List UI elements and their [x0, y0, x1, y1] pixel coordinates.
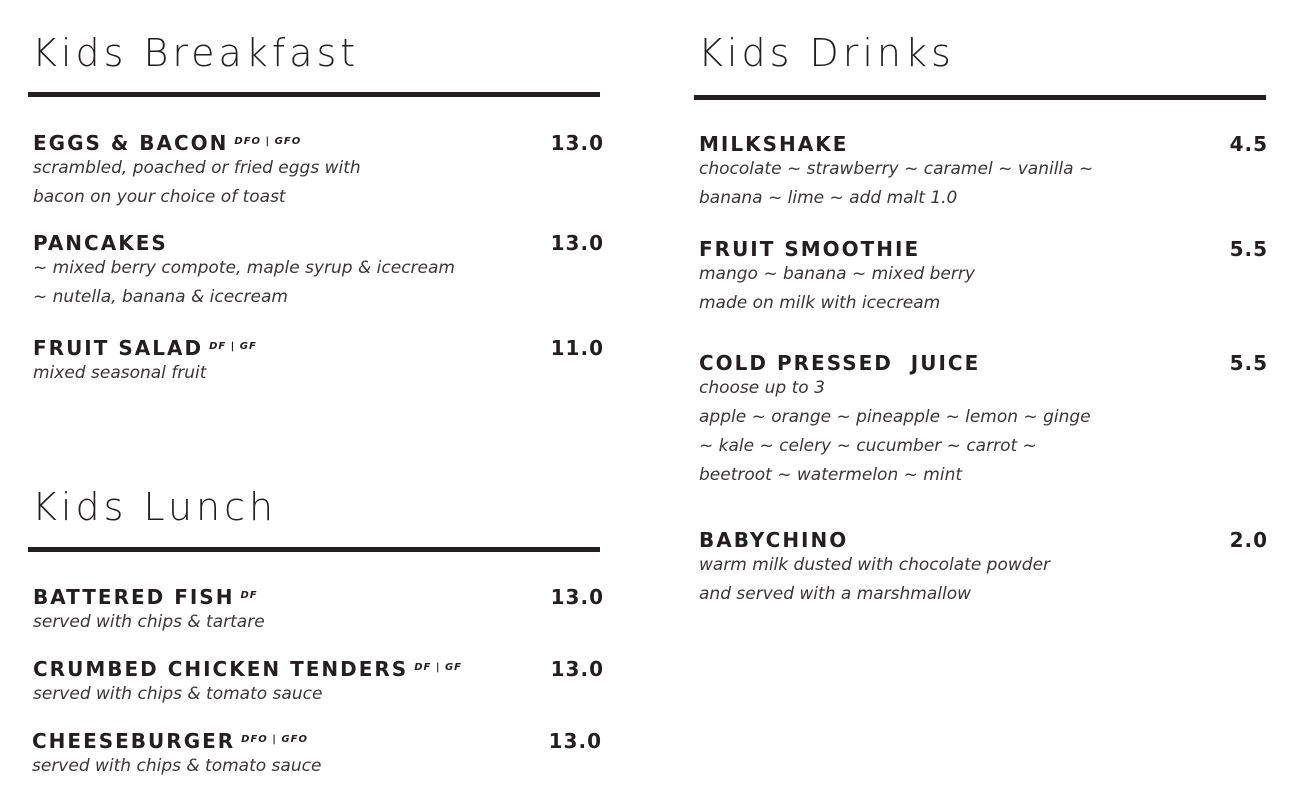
- section-kids-drinks: [694, 0, 1274, 640]
- section-title-drinks: Kids Drinks: [698, 31, 955, 75]
- menu-item-babychino: [699, 527, 1268, 611]
- menu-item-price: 2.0: [1229, 528, 1268, 552]
- menu-item-header: [33, 130, 604, 156]
- section-divider: [28, 92, 600, 97]
- menu-item-pancakes: [33, 230, 604, 314]
- menu-item-description: apple ~ orange ~ pineapple ~ lemon ~ ginge: [699, 407, 1091, 427]
- menu-item-fruit-salad: [33, 335, 604, 390]
- menu-item-crumbed-chicken-tenders: [33, 656, 604, 711]
- menu-item-description: served with chips & tartare: [33, 612, 265, 632]
- section-divider: [28, 547, 600, 552]
- menu-item-header: [699, 131, 1268, 157]
- menu-item-description: bacon on your choice of toast: [33, 187, 286, 207]
- dietary-tag: DFO | GFO: [234, 136, 302, 147]
- menu-item-name: FRUIT SALAD: [33, 336, 204, 360]
- menu-item-milkshake: [699, 131, 1268, 215]
- menu-item-description: and served with a marshmallow: [699, 584, 972, 604]
- section-kids-lunch: [28, 454, 604, 794]
- menu-item-fruit-smoothie: [699, 236, 1268, 320]
- menu-item-price: 11.0: [550, 336, 604, 360]
- menu-item-description: made on milk with icecream: [699, 293, 941, 313]
- menu-item-header: [32, 728, 602, 754]
- menu-item-description: served with chips & tomato sauce: [33, 684, 323, 704]
- menu-item-cheeseburger: [32, 728, 602, 783]
- menu-item-price: 13.0: [550, 231, 604, 255]
- menu-item-description: mixed seasonal fruit: [33, 363, 207, 383]
- menu-item-description: choose up to 3: [699, 378, 825, 398]
- menu-item-cold-pressed-juice: [699, 350, 1268, 492]
- menu-item-description: mango ~ banana ~ mixed berry: [699, 264, 975, 284]
- menu-item-description: ~ mixed berry compote, maple syrup & icecream: [33, 258, 455, 278]
- menu-item-header: [33, 230, 604, 256]
- section-kids-breakfast: [28, 0, 604, 400]
- menu-item-description: warm milk dusted with chocolate powder: [699, 555, 1051, 575]
- dietary-tag: DF | GF: [414, 662, 462, 673]
- menu-item-header: [33, 584, 604, 610]
- menu-item-eggs-bacon: [33, 130, 604, 214]
- menu-item-header: [699, 236, 1268, 262]
- menu-item-battered-fish: [33, 584, 604, 639]
- menu-item-price: 4.5: [1229, 132, 1268, 156]
- menu-item-header: [33, 335, 604, 361]
- menu-item-name: MILKSHAKE: [699, 132, 849, 156]
- menu-item-description: scrambled, poached or fried eggs with: [33, 158, 361, 178]
- menu-item-price: 5.5: [1229, 351, 1268, 375]
- menu-item-description: served with chips & tomato sauce: [32, 756, 322, 776]
- menu-item-header: [699, 527, 1268, 553]
- menu-item-price: 13.0: [550, 131, 604, 155]
- dietary-tag: DF | GF: [209, 341, 257, 352]
- menu-item-description: beetroot ~ watermelon ~ mint: [699, 465, 963, 485]
- menu-item-name: CHEESEBURGER: [32, 729, 236, 753]
- menu-item-name: BATTERED FISH: [33, 585, 235, 609]
- menu-item-description: ~ kale ~ celery ~ cucumber ~ carrot ~: [699, 436, 1037, 456]
- menu-item-price: 13.0: [550, 657, 604, 681]
- section-title-lunch: Kids Lunch: [32, 485, 278, 529]
- menu-item-description: chocolate ~ strawberry ~ caramel ~ vanilla ~: [699, 159, 1094, 179]
- menu-item-header: [699, 350, 1268, 376]
- menu-item-price: 13.0: [550, 585, 604, 609]
- menu-item-name: PANCAKES: [33, 231, 168, 255]
- dietary-tag: DF: [240, 590, 258, 601]
- menu-item-price: 13.0: [548, 729, 602, 753]
- menu-item-name: FRUIT SMOOTHIE: [699, 237, 921, 261]
- menu-item-name: EGGS & BACON: [33, 131, 229, 155]
- menu-item-description: ~ nutella, banana & icecream: [33, 287, 288, 307]
- dietary-tag: DFO | GFO: [241, 734, 308, 745]
- section-divider: [694, 95, 1266, 100]
- section-title-breakfast: Kids Breakfast: [32, 31, 360, 75]
- menu-item-name: COLD PRESSED JUICE: [699, 351, 981, 375]
- menu-item-name: CRUMBED CHICKEN TENDERS: [33, 657, 409, 681]
- menu-item-header: [33, 656, 604, 682]
- menu-item-description: banana ~ lime ~ add malt 1.0: [699, 188, 958, 208]
- menu-item-price: 5.5: [1229, 237, 1268, 261]
- menu-item-name: BABYCHINO: [699, 528, 849, 552]
